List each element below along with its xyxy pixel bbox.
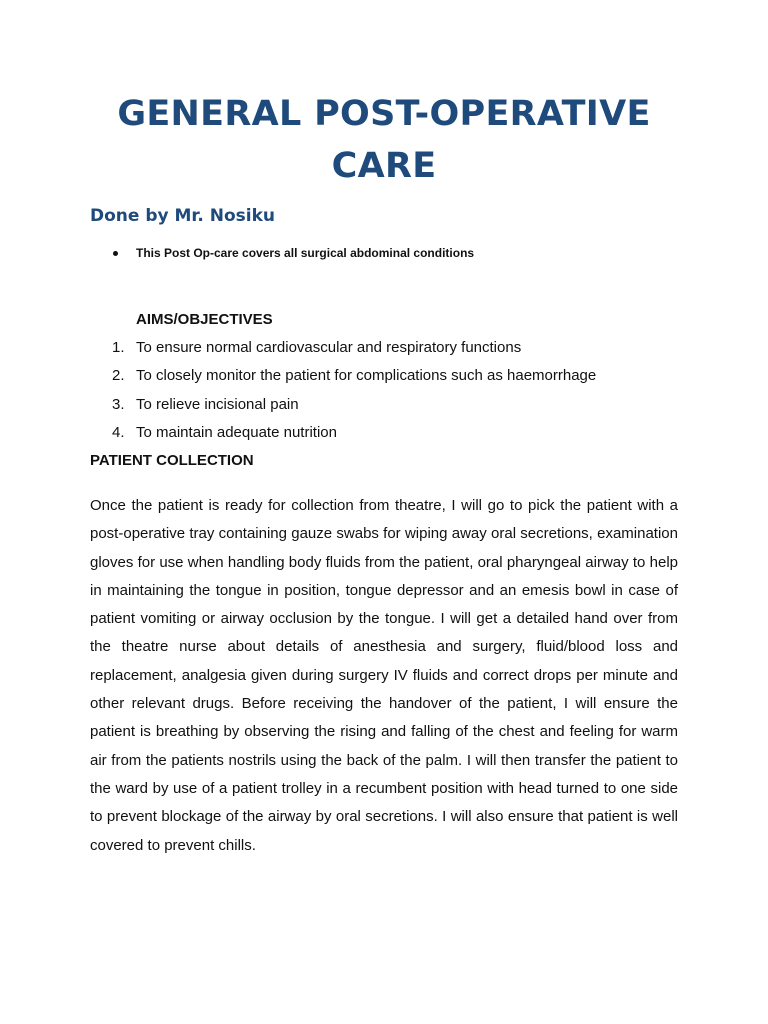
- aims-item-text: To closely monitor the patient for complications such as haemorrhage: [136, 367, 597, 385]
- aims-list-item: [90, 396, 596, 424]
- scope-bullet: [113, 246, 474, 260]
- aims-item-number: 4.: [112, 423, 125, 441]
- aims-list-item: [90, 339, 596, 367]
- aims-list-item: [90, 367, 596, 395]
- aims-item-number: 3.: [112, 395, 125, 413]
- aims-list: [90, 339, 596, 452]
- scope-bullet-text: This Post Op-care covers all surgical abdominal conditions: [136, 246, 475, 260]
- aims-item-number: 1.: [112, 339, 125, 356]
- aims-list-item: [90, 424, 596, 452]
- document-title-line-2: CARE: [331, 146, 437, 186]
- document-title-line-1: GENERAL POST-OPERATIVE: [117, 94, 651, 134]
- patient-collection-paragraph: Once the patient is ready for collection from theatre, I will go to pick the patient with a post-operative tray containing gauze swabs for wiping away oral secretions, examination gloves for use when handling body fluids from the patient, oral pharyngeal airway to help in maintaining the tongue in position, tongue depressor and an emesis bowl in case of patient vomiting or airway occlusion by the tongue. I will get a detailed hand over from the theatre nurse about details of anesthesia and surgery, fluid/blood loss and replacement, analgesia given during surgery IV fluids and correct drops per minute and other relevant drugs. Before receiving the handover of the patient, I will ensure the patient is breathing by observing the rising and falling of the chest and feeling for warm air from the patients nostrils using the back of the palm. I will then transfer the patient to the ward by use of a patient trolley in a recumbent position with head turned to one side to prevent blockage of the airway by oral secretions. I will also ensure that patient is well covered to prevent chills.: [90, 497, 678, 854]
- aims-heading: AIMS/OBJECTIVES: [136, 311, 273, 328]
- bullet-icon: [113, 251, 118, 256]
- aims-item-number: 2.: [112, 367, 125, 385]
- aims-item-text: To relieve incisional pain: [136, 395, 299, 413]
- aims-item-text: To ensure normal cardiovascular and respiratory functions: [136, 339, 522, 356]
- author-line: Done by Mr. Nosiku: [90, 206, 276, 226]
- aims-item-text: To maintain adequate nutrition: [136, 423, 337, 441]
- patient-collection-heading: PATIENT COLLECTION: [90, 452, 254, 469]
